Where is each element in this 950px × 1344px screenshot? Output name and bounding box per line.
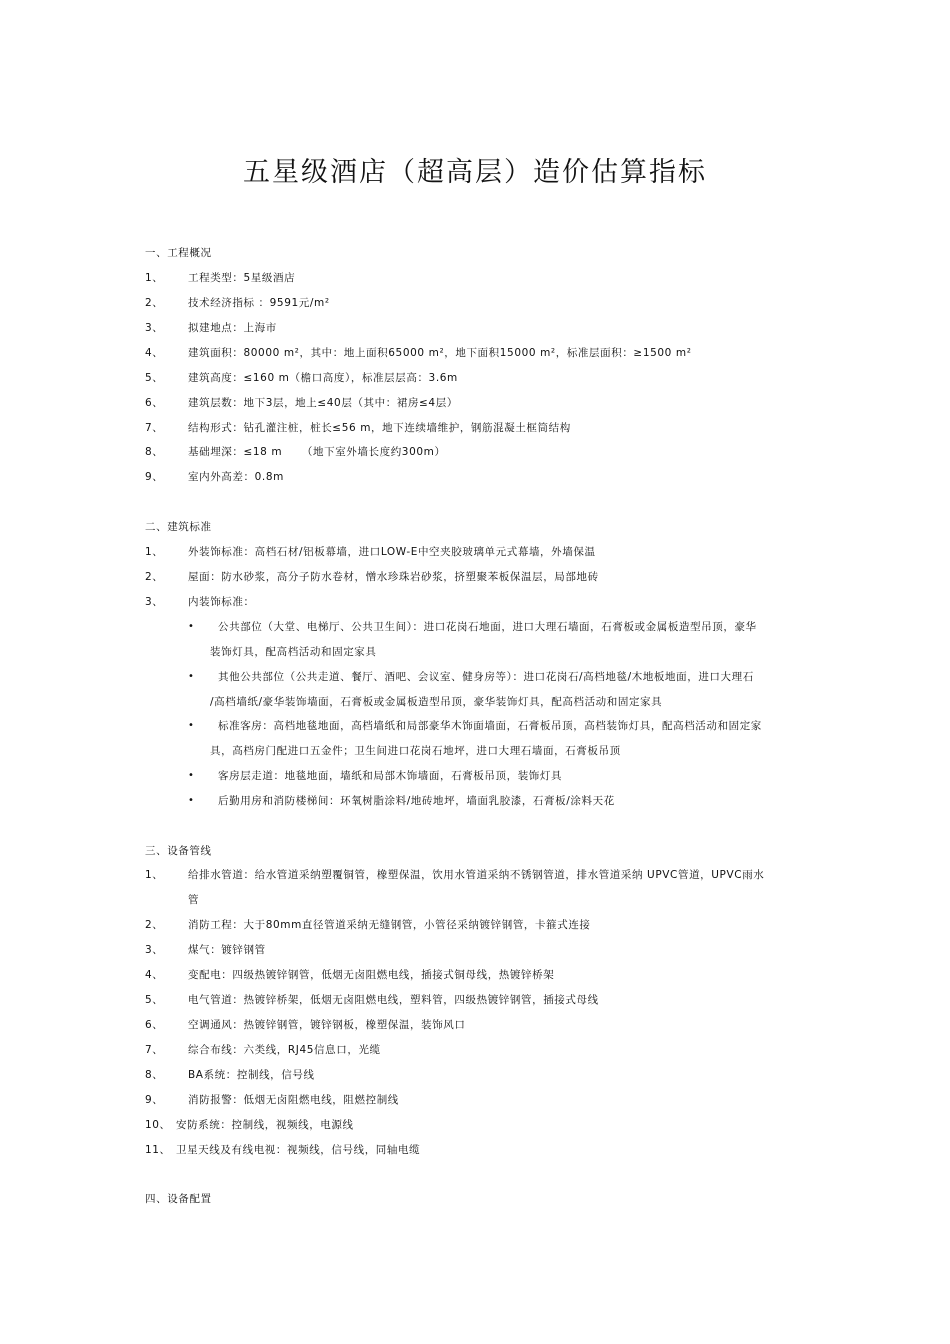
section-heading: 四、设备配置 xyxy=(145,1193,212,1205)
item-text: 屋面：防水砂浆，高分子防水卷材，憎水珍珠岩砂浆，挤塑聚苯板保温层，局部地砖 xyxy=(188,571,599,583)
bullet-text: 标准客房：高档地毯地面，高档墙纸和局部豪华木饰面墙面，石膏板吊顶，高档装饰灯具，配高档活动和固定家 xyxy=(218,720,762,732)
item-text: 室内外高差：0.8m xyxy=(188,471,284,483)
item-text-continued: 管 xyxy=(188,894,200,906)
bullet-text-continued: /高档墙纸/豪华装饰墙面，石膏板或金属板造型吊顶，豪华装饰灯具，配高档活动和固定家具 xyxy=(210,696,663,708)
item-text: 综合布线：六类线，RJ45信息口，光缆 xyxy=(188,1044,381,1056)
item-text: 煤气：镀锌钢管 xyxy=(188,944,266,956)
item-number: 2、 xyxy=(145,919,164,931)
item-number: 3、 xyxy=(145,596,164,608)
item-number: 10、 xyxy=(145,1119,171,1131)
item-text: 建筑面积：80000 m²，其中：地上面积65000 m²，地下面积15000 m²，标准层面积：≥1500 m² xyxy=(188,347,692,359)
bullet-icon: • xyxy=(188,621,194,632)
item-number: 4、 xyxy=(145,969,164,981)
item-number: 7、 xyxy=(145,1044,164,1056)
item-number: 6、 xyxy=(145,1019,164,1031)
bullet-text: 客房层走道：地毯地面，墙纸和局部木饰墙面，石膏板吊顶，装饰灯具 xyxy=(218,770,563,782)
bullet-icon: • xyxy=(188,720,194,731)
item-number: 9、 xyxy=(145,1094,164,1106)
section-heading: 一、工程概况 xyxy=(145,247,212,259)
bullet-text-continued: 装饰灯具，配高档活动和固定家具 xyxy=(210,646,377,658)
item-text: 内装饰标准： xyxy=(188,596,255,608)
item-number: 9、 xyxy=(145,471,164,483)
item-text: 给排水管道：给水管道采纳塑覆铜管，橡塑保温，饮用水管道采纳不锈钢管道，排水管道采纳 UPVC管道，UPVC雨水 xyxy=(188,869,765,881)
item-text: 消防工程：大于80mm直径管道采纳无缝钢管，小管径采纳镀锌钢管，卡箍式连接 xyxy=(188,919,591,931)
section-heading: 三、设备管线 xyxy=(145,845,212,857)
section-heading: 二、建筑标准 xyxy=(145,521,212,533)
document-title: 五星级酒店（超高层）造价估算指标 xyxy=(243,157,707,188)
item-number: 3、 xyxy=(145,322,164,334)
item-text: 工程类型：5星级酒店 xyxy=(188,272,296,284)
item-number: 1、 xyxy=(145,546,164,558)
bullet-icon: • xyxy=(188,671,194,682)
item-number: 6、 xyxy=(145,397,164,409)
bullet-icon: • xyxy=(188,770,194,781)
bullet-text-continued: 具，高档房门配进口五金件；卫生间进口花岗石地坪，进口大理石墙面，石膏板吊顶 xyxy=(210,745,621,757)
item-text: 安防系统：控制线，视频线，电源线 xyxy=(176,1119,354,1131)
item-number: 4、 xyxy=(145,347,164,359)
bullet-text: 公共部位（大堂、电梯厅、公共卫生间）：进口花岗石地面，进口大理石墙面，石膏板或金属板造型吊顶，豪华 xyxy=(218,621,757,633)
bullet-text: 其他公共部位（公共走道、餐厅、酒吧、会议室、健身房等）：进口花岗石/高档地毯/木地板地面，进口大理石 xyxy=(218,671,754,683)
item-number: 8、 xyxy=(145,446,164,458)
item-text: 卫星天线及有线电视：视频线，信号线，同轴电缆 xyxy=(176,1144,421,1156)
item-text: 变配电：四级热镀锌钢管，低烟无卤阻燃电线，插接式铜母线，热镀锌桥架 xyxy=(188,969,555,981)
item-text: 结构形式：钻孔灌注桩，桩长≤56 m，地下连续墙维护，钢筋混凝土框筒结构 xyxy=(188,422,571,434)
item-number: 5、 xyxy=(145,372,164,384)
item-text: 建筑高度：≤160 m（檐口高度），标准层层高：3.6m xyxy=(188,372,458,384)
item-text: 基础埋深：≤18 m （地下室外墙长度约300m） xyxy=(188,446,446,458)
item-number: 11、 xyxy=(145,1144,171,1156)
bullet-icon: • xyxy=(188,795,194,806)
item-text: 外装饰标准：高档石材/铝板幕墙，进口LOW-E中空夹胶玻璃单元式幕墙，外墙保温 xyxy=(188,546,596,558)
item-text: 建筑层数：地下3层，地上≤40层（其中：裙房≤4层） xyxy=(188,397,458,409)
item-number: 3、 xyxy=(145,944,164,956)
item-number: 5、 xyxy=(145,994,164,1006)
item-number: 7、 xyxy=(145,422,164,434)
item-text: 空调通风：热镀锌钢管，镀锌钢板，橡塑保温，装饰风口 xyxy=(188,1019,466,1031)
item-text: 电气管道：热镀锌桥架，低烟无卤阻燃电线，塑料管，四级热镀锌钢管，插接式母线 xyxy=(188,994,599,1006)
item-text: BA系统：控制线，信号线 xyxy=(188,1069,315,1081)
item-number: 1、 xyxy=(145,272,164,284)
item-text: 消防报警：低烟无卤阻燃电线，阻燃控制线 xyxy=(188,1094,399,1106)
item-number: 2、 xyxy=(145,297,164,309)
item-number: 8、 xyxy=(145,1069,164,1081)
bullet-text: 后勤用房和消防楼梯间：环氧树脂涂料/地砖地坪，墙面乳胶漆，石膏板/涂料天花 xyxy=(218,795,615,807)
item-number: 2、 xyxy=(145,571,164,583)
item-text: 拟建地点：上海市 xyxy=(188,322,277,334)
item-number: 1、 xyxy=(145,869,164,881)
item-text: 技术经济指标 ：9591元/m² xyxy=(188,297,330,309)
